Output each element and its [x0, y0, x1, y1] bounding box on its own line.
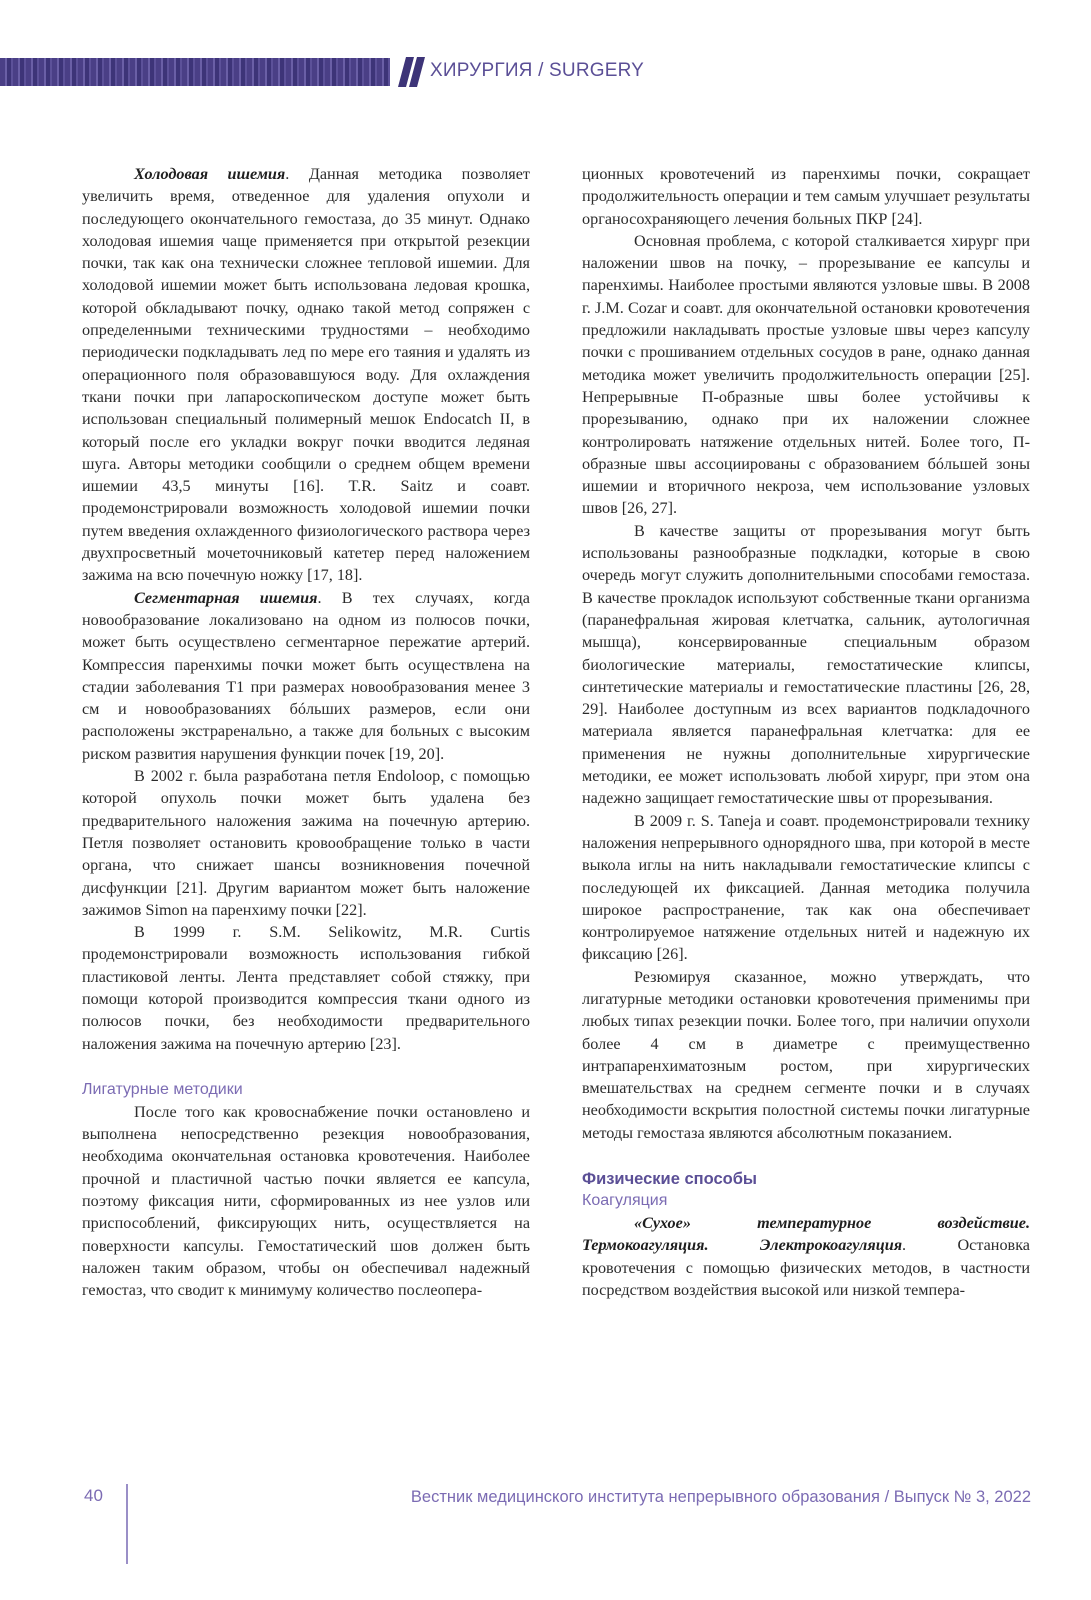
paragraph-bolsters: В качестве защиты от прорезывания могут быть использованы разнообразные подкладки, которые в свою очередь могут служить дополнительными способами гемостаза. В качестве прокладок используют собственные ткани организма (паранефральная жировая клетчатка, сальник, аутологичная мышца), консервированные специальным образом биологические материалы, гемостатические клипсы, синтетические материалы и гемостатические пластины [26, 28, 29]. Наиболее доступным из всех вариантов подкладочного материала является паранефральная клетчатка: для ее применения не нужны дополнительные хирургические методики, ее может использовать любой хирург, при этом она надежно защищает гемостатические швы от прорезывания. [582, 521, 1030, 808]
paragraph-endoloop: В 2002 г. была разработана петля Endoloop, с помощью которой опухоль почки может быть удалена без предварительного наложения зажима на почечную артерию. Петля позволяет остановить кровообращение только в части органа, что снижает шансы возникновения почечной дисфункции [21]. Другим вариантом может быть наложение зажимов Simon на паренхиму почки [22]. [82, 767, 530, 919]
left-column [82, 163, 530, 1302]
paragraph-ligature-methods: После того как кровоснабжение почки остановлено и выполнена непосредственно резекция новообразования, необходима окончательная остановка кровотечения. Наиболее прочной и пластичной частью почки является ее капсула, поэтому фиксация нити, сформированных из нее узлов или приспособлений, фиксирующих нить, осуществляется на поверхности капсулы. Гемостатический шов должен быть наложен таким образом, чтобы он обеспечивал надежный гемостаз, что сводит к минимуму количество послеопера- [82, 1102, 530, 1300]
page-number: 40 [84, 1486, 103, 1505]
paragraph-cold-ischemia: Холодовая ишемия. Данная методика позволяет увеличить время, отведенное для удаления опухоли и последующего окончательного гемостаза, до 35 минут. Однако холодовая ишемия чаще применяется при открытой резекции почки, так как она технически сложнее тепловой ишемии. Для холодовой ишемии может быть использована ледовая крошка, которой обкладывают почку, однако такой метод сопряжен с определенными техническими трудностями – необходимо периодически подкладывать лед по мере его таяния и удалять из операционного поля образовавшуюся воду. Для охлаждения ткани почки при лапароскопическом доступе может быть использован специальный полимерный мешок Endocatch II, в который после его укладки вокруг почки вводится ледяная шуга. Авторы методики сообщили о среднем общем времени ишемии 43,5 минуты [16]. T.R. Saitz и соавт. продемонстрировали возможность холодовой ишемии почки путем введения охлажденного физиологического раствора через двухпросветный мочеточниковый катетер перед наложением зажима на всю почечную ножку [17, 18]. [82, 165, 530, 585]
paragraph-plastic-band: В 1999 г. S.M. Selikowitz, M.R. Curtis продемонстрировали возможность использования гибкой пластиковой ленты. Лента представляет собой стяжку, при помощи которой производится компрессия ткани одного из полюсов почки, без необходимости предварительного наложения зажима на почечную артерию [23]. [82, 923, 530, 1053]
paragraph-continuation: ционных кровотечений из паренхимы почки, сокращает продолжительность операции и тем самым улучшает результаты органосохраняющего лечения больных ПКР [24]. [582, 165, 1030, 228]
subheading-ligature-methods: Лигатурные методики [82, 1080, 243, 1098]
footer-divider [126, 1484, 128, 1564]
journal-title: Вестник медицинского института непрерывного образования / Выпуск № 3, 2022 [410, 1488, 1031, 1506]
paragraph-segmental-ischemia: Сегментарная ишемия. В тех случаях, когда новообразование локализовано на одном из полюсов почки, может быть осуществлено сегментарное пережатие артерий. Компрессия паренхимы почки может быть осуществлена на стадии заболевания T1 при размерах новообразования менее 3 см и новообразованиях бóльших размеров, если они расположены экстраренально, а также для больных с высоким риском развития нарушения функции почек [19, 20]. [82, 588, 530, 763]
paragraph-suture-problem: Основная проблема, с которой сталкивается хирург при наложении швов на почку, – прорезывание ее капсулы и паренхимы. Наиболее простыми являются узловые швы. В 2008 г. J.M. Cozar и соавт. для окончательной остановки кровотечения предложили накладывать простые узловые швы через капсулу почки с прошиванием отдельных сосудов в ране, однако данная методика может увеличить продолжительность операции [25]. Непрерывные П-образные швы более устойчивы к прорезыванию, однако при их наложении сложнее контролировать натяжение отдельных нитей. Более того, П-образные швы ассоциированы с образованием бóльшей зоны ишемии и вторичного некроза, чем использование узловых швов [26, 27]. [582, 231, 1030, 518]
header-slashes-icon [392, 57, 426, 87]
section-heading-physical-methods: Физические способы [582, 1170, 757, 1189]
section-title: ХИРУРГИЯ / SURGERY [430, 60, 645, 81]
paragraph-lead-term: Сегментарная ишемия [134, 588, 318, 607]
paragraph-taneja: В 2009 г. S. Taneja и соавт. продемонстрировали технику наложения непрерывного однорядного шва, при которой в месте выкола иглы на нить накладывали гемостатические клипсы с последующей их фиксацией. Данная методика получила широкое распространение, так как она обеспечивает контролируемое натяжение отдельных нитей и надежную их фиксацию [26]. [582, 811, 1030, 964]
paragraph-lead-term: «Сухое» температурное воздействие. Термокоагуляция. Электрокоагуляция [582, 1214, 1030, 1255]
header-decorative-band [0, 58, 390, 86]
subheading-coagulation: Коагуляция [582, 1192, 668, 1210]
paragraph-thermocoagulation: «Сухое» температурное воздействие. Термокоагуляция. Электрокоагуляция. Остановка кровотечения с помощью физических методов, в частности посредством воздействия высокой или низкой темпера- [582, 1214, 1030, 1299]
right-column [582, 163, 1030, 1301]
paragraph-lead-term: Холодовая ишемия [134, 165, 286, 183]
paragraph-summary: Резюмируя сказанное, можно утверждать, что лигатурные методики остановки кровотечения применимы при любых типах резекции почки. Более того, при наличии опухоли более 4 см в диаметре с преимущественно интрапаренхиматозным ростом, при хирургических вмешательствах на среднем сегменте почки и в случаях необходимости вскрытия полостной системы почки лигатурные методы гемостаза являются абсолютным показанием. [582, 967, 1030, 1142]
